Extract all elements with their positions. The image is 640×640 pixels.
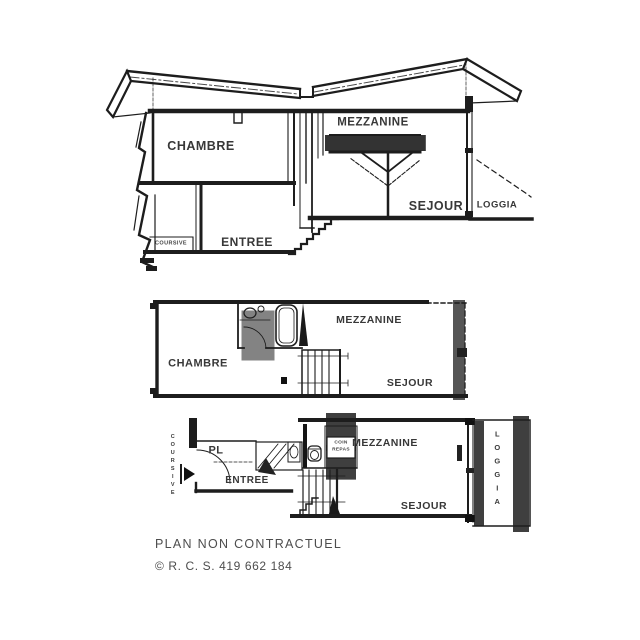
upper-plan-bathroom (238, 302, 308, 348)
section-stairwell-rails (288, 111, 323, 232)
section-label-mezzanine: MEZZANINE (337, 116, 409, 129)
entry-plan-label-coursive: COURSIVE (169, 434, 176, 498)
footer-rcs: © R. C. S. 419 662 184 (155, 559, 293, 573)
entry-plan-window-wall (457, 418, 475, 522)
entry-plan-label-coin-line1: COIN (334, 440, 348, 446)
section-label-chambre: CHAMBRE (167, 138, 235, 153)
entry-plan-label-sejour: SEJOUR (400, 499, 448, 512)
footer-disclaimer: PLAN NON CONTRACTUEL (155, 537, 343, 551)
upper-plan-label-chambre: CHAMBRE (168, 357, 228, 370)
entry-arrow-icon (184, 467, 195, 481)
entry-plan-label-loggia: LOGGIA (492, 429, 502, 511)
section-label-entree: ENTREE (221, 235, 273, 249)
entry-plan-label-entree: ENTREE (225, 475, 269, 486)
section-mezzanine-railing (330, 135, 420, 218)
entry-plan-stairs (298, 470, 345, 516)
upper-plan-label-mezzanine: MEZZANINE (336, 313, 402, 326)
section-drawing (107, 59, 532, 271)
roof-outline (107, 59, 521, 117)
section-stairs (289, 219, 338, 254)
entry-plan-label-mezzanine: MEZZANINE (352, 436, 418, 449)
entry-plan-label-coin-line2: REPAS (332, 447, 350, 453)
toilet (308, 446, 321, 461)
upper-plan-label-sejour: SEJOUR (386, 376, 434, 389)
entry-plan-label-pl: PL (208, 444, 224, 457)
section-label-sejour: SEJOUR (408, 198, 464, 213)
upper-plan-stairs (281, 350, 348, 396)
entry-plan-drawing (181, 418, 530, 526)
section-loggia-slope (477, 160, 531, 197)
section-label-coursive: COURSIVE (155, 240, 187, 247)
section-label-loggia: LOGGIA (476, 199, 518, 211)
section-window-wall (465, 96, 473, 218)
